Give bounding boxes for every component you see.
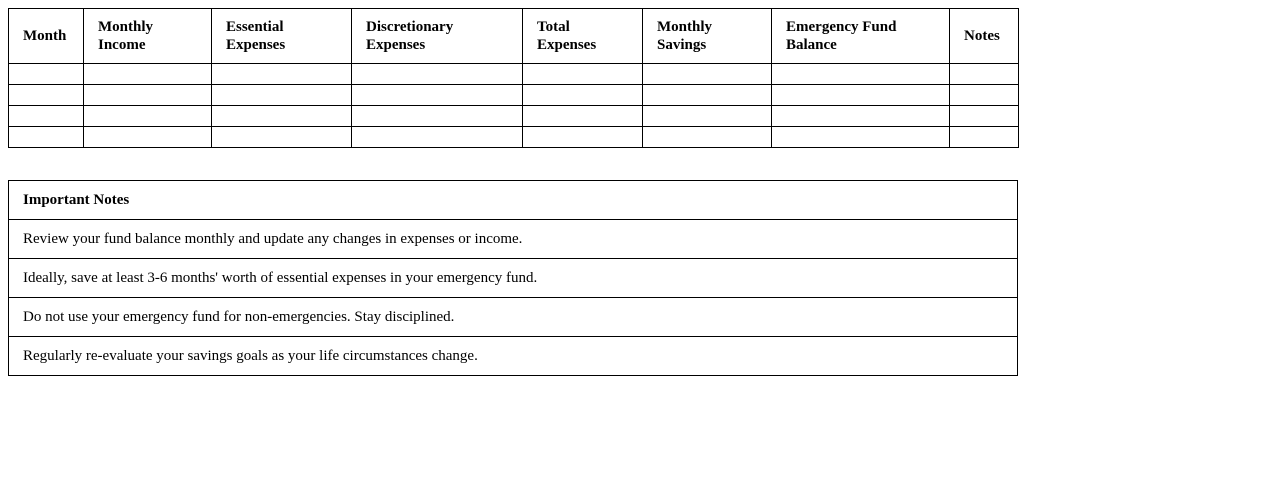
table-cell[interactable] bbox=[523, 64, 643, 85]
notes-title: Important Notes bbox=[9, 181, 1018, 220]
table-cell[interactable] bbox=[772, 85, 950, 106]
table-row bbox=[9, 127, 1019, 148]
table-cell[interactable] bbox=[772, 127, 950, 148]
table-cell[interactable] bbox=[9, 106, 84, 127]
header-discretionary-expenses: Discretionary Expenses bbox=[352, 9, 523, 64]
table-cell[interactable] bbox=[523, 85, 643, 106]
table-row bbox=[9, 64, 1019, 85]
table-header-row bbox=[9, 9, 1019, 64]
table-cell[interactable] bbox=[950, 106, 1019, 127]
note-text: Do not use your emergency fund for non-emergencies. Stay disciplined. bbox=[9, 298, 1018, 337]
table-row bbox=[9, 106, 1019, 127]
list-item bbox=[9, 220, 1018, 259]
table-cell[interactable] bbox=[84, 64, 212, 85]
table-row bbox=[9, 85, 1019, 106]
table-cell[interactable] bbox=[212, 127, 352, 148]
list-item bbox=[9, 259, 1018, 298]
table-cell[interactable] bbox=[352, 127, 523, 148]
note-text: Ideally, save at least 3-6 months' worth of essential expenses in your emergency fund. bbox=[9, 259, 1018, 298]
table-cell[interactable] bbox=[84, 106, 212, 127]
table-cell[interactable] bbox=[772, 106, 950, 127]
header-essential-expenses: Essential Expenses bbox=[212, 9, 352, 64]
table-cell[interactable] bbox=[9, 85, 84, 106]
table-cell[interactable] bbox=[643, 85, 772, 106]
note-text: Review your fund balance monthly and update any changes in expenses or income. bbox=[9, 220, 1018, 259]
table-cell[interactable] bbox=[950, 64, 1019, 85]
table-cell[interactable] bbox=[950, 85, 1019, 106]
header-notes: Notes bbox=[950, 9, 1019, 64]
header-month: Month bbox=[9, 9, 84, 64]
header-monthly-savings: Monthly Savings bbox=[643, 9, 772, 64]
emergency-fund-table bbox=[8, 8, 1019, 148]
table-cell[interactable] bbox=[84, 127, 212, 148]
list-item bbox=[9, 298, 1018, 337]
table-cell[interactable] bbox=[9, 127, 84, 148]
table-cell[interactable] bbox=[352, 64, 523, 85]
header-total-expenses: Total Expenses bbox=[523, 9, 643, 64]
table-cell[interactable] bbox=[643, 106, 772, 127]
header-emergency-fund-balance: Emergency Fund Balance bbox=[772, 9, 950, 64]
table-cell[interactable] bbox=[84, 85, 212, 106]
table-cell[interactable] bbox=[643, 127, 772, 148]
important-notes-table bbox=[8, 180, 1018, 376]
table-cell[interactable] bbox=[212, 106, 352, 127]
table-cell[interactable] bbox=[643, 64, 772, 85]
table-cell[interactable] bbox=[212, 64, 352, 85]
header-monthly-income: Monthly Income bbox=[84, 9, 212, 64]
list-item bbox=[9, 337, 1018, 376]
note-text: Regularly re-evaluate your savings goals as your life circumstances change. bbox=[9, 337, 1018, 376]
notes-header-row bbox=[9, 181, 1018, 220]
table-cell[interactable] bbox=[352, 85, 523, 106]
table-cell[interactable] bbox=[523, 106, 643, 127]
table-cell[interactable] bbox=[523, 127, 643, 148]
table-cell[interactable] bbox=[9, 64, 84, 85]
table-cell[interactable] bbox=[950, 127, 1019, 148]
table-cell[interactable] bbox=[212, 85, 352, 106]
table-cell[interactable] bbox=[772, 64, 950, 85]
table-cell[interactable] bbox=[352, 106, 523, 127]
